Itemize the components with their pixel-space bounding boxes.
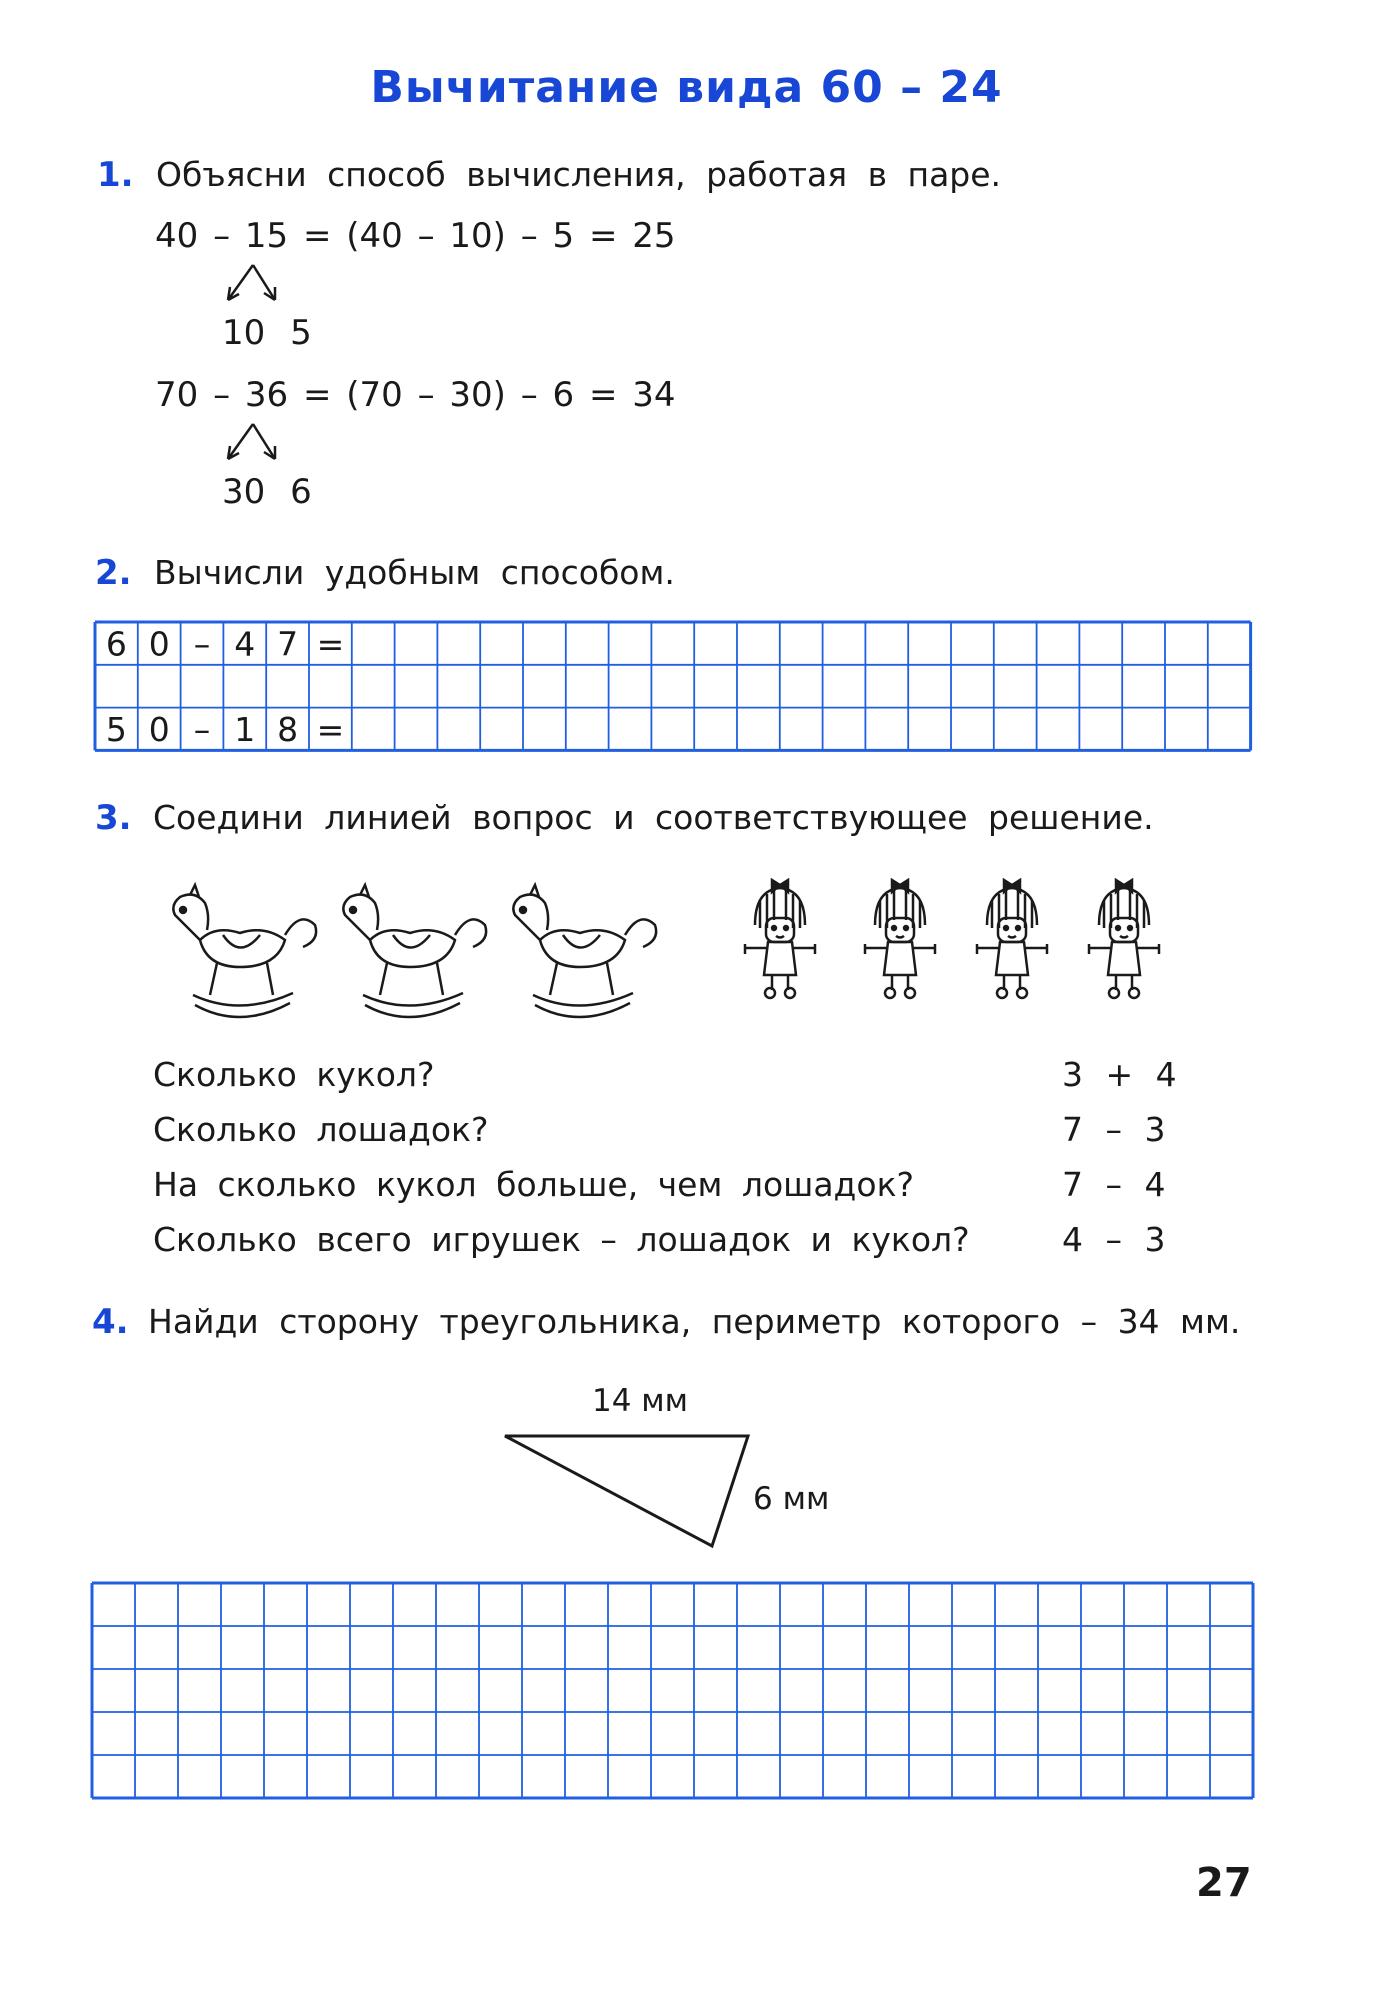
triangle-side-label-top: 14 мм xyxy=(592,1383,689,1419)
page-number: 27 xyxy=(1196,1860,1252,1906)
grid-cell-char: 0 xyxy=(148,710,170,749)
question-2: Сколько лошадок? xyxy=(153,1110,489,1149)
task-2-text: Вычисли удобным способом. xyxy=(154,553,675,592)
answer-3: 7 – 4 xyxy=(1062,1165,1166,1204)
task-1-split-2: 30 6 xyxy=(222,472,312,512)
split-arrows-2 xyxy=(228,424,275,459)
grid-cell-char: 7 xyxy=(277,624,299,664)
doll-1 xyxy=(745,880,815,998)
doll-3 xyxy=(977,880,1047,998)
doll-4 xyxy=(1089,880,1159,998)
grid-cell-char: 0 xyxy=(148,624,170,664)
triangle-figure xyxy=(505,1436,748,1546)
question-4: Сколько всего игрушек – лошадок и кукол? xyxy=(153,1220,970,1259)
rocking-horse-1 xyxy=(173,885,316,1017)
doll-2 xyxy=(865,880,935,998)
split-arrows-1 xyxy=(228,265,275,300)
grid-cell-char: = xyxy=(316,710,345,749)
task-4-number: 4. xyxy=(92,1302,129,1342)
grid-cell-char: 4 xyxy=(234,624,256,664)
grid-cell-char: 1 xyxy=(234,710,256,749)
grid-cell-char: = xyxy=(316,624,345,664)
question-3: На сколько кукол больше, чем лошадок? xyxy=(153,1165,915,1204)
task-1-text: Объясни способ вычисления, работая в паре. xyxy=(156,155,1002,194)
answer-2: 7 – 3 xyxy=(1062,1110,1166,1149)
task-2-number: 2. xyxy=(95,553,132,593)
question-1: Сколько кукол? xyxy=(153,1055,435,1094)
page-title: Вычитание вида 60 – 24 xyxy=(370,62,1003,113)
rocking-horse-3 xyxy=(513,885,656,1017)
task-1-example-1: 40 – 15 = (40 – 10) – 5 = 25 xyxy=(155,216,676,256)
task-1-split-1: 10 5 xyxy=(222,313,312,353)
task-3-number: 3. xyxy=(95,798,132,838)
answer-4: 4 – 3 xyxy=(1062,1220,1166,1259)
task-1-example-2: 70 – 36 = (70 – 30) – 6 = 34 xyxy=(155,375,676,415)
triangle-side-label-right: 6 мм xyxy=(753,1481,830,1517)
task-1-number: 1. xyxy=(97,155,134,195)
grid-cell-char: – xyxy=(193,710,211,749)
grid-cell-char: – xyxy=(193,624,211,664)
task-4-text: Найди сторону треугольника, периметр которого – 34 мм. xyxy=(148,1302,1241,1341)
task-3-text: Соедини линией вопрос и соответствующее решение. xyxy=(153,798,1154,837)
answer-grid-task-4[interactable] xyxy=(92,1583,1253,1798)
answer-grid-task-2[interactable] xyxy=(95,622,1251,750)
answer-1: 3 + 4 xyxy=(1062,1055,1177,1094)
grid-cell-char: 5 xyxy=(105,710,127,749)
grid-cell-char: 6 xyxy=(105,624,127,664)
rocking-horse-2 xyxy=(343,885,486,1017)
grid-cell-char: 8 xyxy=(277,710,299,749)
